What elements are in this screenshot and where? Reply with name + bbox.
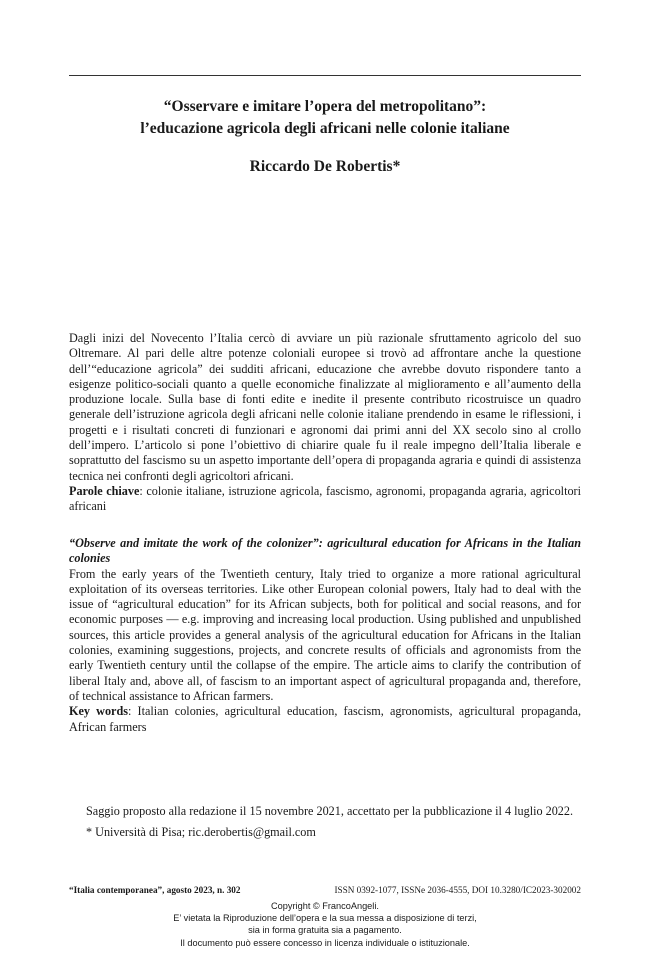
journal-footer [69,884,581,896]
copyright-notice [0,900,650,949]
submission-note: Saggio proposto alla redazione il 15 novembre 2021, accettato per la pubblicazione il 4 luglio 2022. [86,804,574,818]
author-name: Riccardo De Robertis* [249,158,401,175]
affiliation-note: * Università di Pisa; ric.derobertis@gmail.com [86,825,316,840]
article-title-line-1: “Osservare e imitare l’opera del metropolitano”: [163,98,487,115]
issn-doi: ISSN 0392-1077, ISSNe 2036-4555, DOI 10.3280/IC2023-302002 [334,885,581,895]
journal-citation: “Italia contemporanea”, agosto 2023, n. 302 [69,885,241,895]
abstract-english-title: “Observe and imitate the work of the colonizer”: agricultural education for Africans in the Italian colonies [69,536,581,566]
abstract-italian [69,331,581,515]
keywords-english [69,704,581,735]
article-title [69,96,581,140]
keywords-italian-label: Parole chiave [69,483,140,498]
abstract-italian-text: Dagli inizi del Novecento l’Italia cercò di avviare un più razionale sfruttamento agricolo del suo Oltremare. Al pari delle altre potenze coloniali europee si trovò ad affrontare anche la questione dell’“educazione agricola” dei sudditi africani, educazione che avrebbe dovuto rispondere tanto a esigenze politico-sociali quanto a quelle economiche finalizzate al miglioramento e all’aumento della produzione locale. Sulla base di fonti edite e inedite il presente contributo ricostruisce un quadro generale dell’istruzione agricola degli africani nelle colonie italiane prendendo in esame le riflessioni, i progetti e i risultati concreti di funzionari e agronomi dai primi anni del XX secolo sino al crollo dell’impero. L’articolo si pone l’obiettivo di chiarire quale fu il reale impegno dell’Italia liberale e soprattutto del fascismo su un aspetto importante dell’opera di propaganda agraria e quindi di assistenza tecnica nei confronti degli agricoltori africani. [69,331,581,483]
footnotes [69,804,581,841]
keywords-italian-list: : colonie italiane, istruzione agricola, fascismo, agronomi, propaganda agraria, agricoltori africani [69,483,581,514]
keywords-italian [69,484,581,515]
copyright-line-3: sia in forma gratuita sia a pagamento. [248,925,402,936]
copyright-line-4: Il documento può essere concesso in licenza individuale o istituzionale. [180,937,470,948]
copyright-line-2: E’ vietata la Riproduzione dell’opera e la sua messa a disposizione di terzi, [173,913,477,924]
header-rule [69,75,581,76]
keywords-english-label: Key words [69,704,128,719]
keywords-english-list: : Italian colonies, agricultural education, fascism, agronomists, agricultural propaganda, African farmers [69,704,581,734]
copyright-line-1: Copyright © FrancoAngeli. [271,901,379,911]
abstract-english [69,536,581,735]
abstract-english-text: From the early years of the Twentieth century, Italy tried to organize a more rational agricultural exploitation of its overseas territories. Like other European colonial powers, Italy had to deal with the issue of “agricultural education” for its African subjects, both for political and social reasons, and for economic purposes — e.g. improving and increasing local production. Using published and unpublished sources, this article provides a general analysis of the agricultural education for Africans in the Italian colonies, examining suggestions, projects, and concrete results of officials and agronomists from the early Twentieth century until the collapse of the empire. The article aims to clarify the contribution of liberal Italy and, above all, of fascism to an important aspect of agricultural propaganda and, therefore, of technical assistance to African farmers. [69,566,581,703]
article-title-line-2: l’educazione agricola degli africani nelle colonie italiane [140,120,510,137]
